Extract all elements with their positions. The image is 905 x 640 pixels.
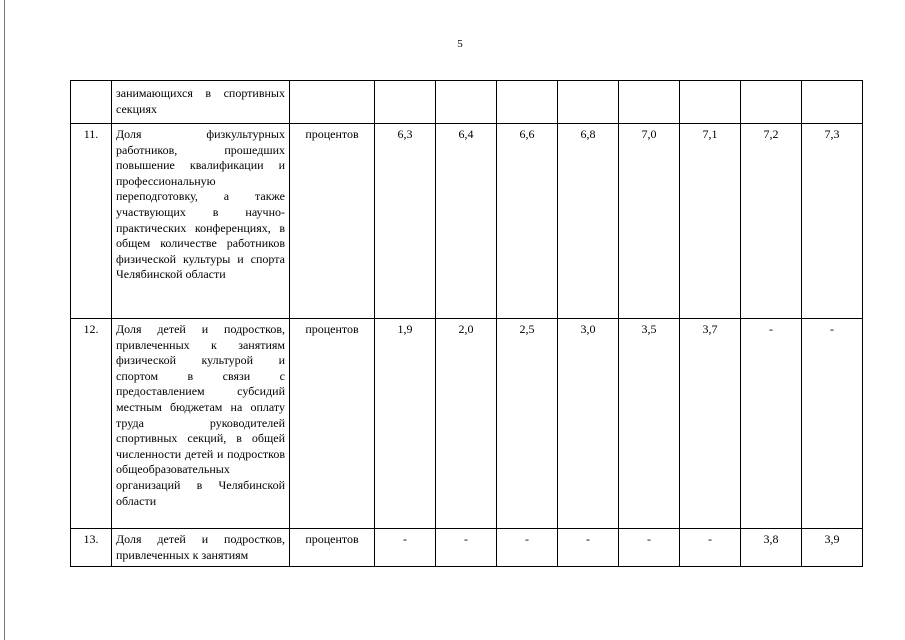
value-cell: 1,9 — [375, 319, 436, 529]
unit-cell: процентов — [290, 319, 375, 529]
value-cell — [802, 81, 863, 124]
table-row-12 — [71, 319, 863, 529]
row-number: 11. — [71, 124, 112, 319]
value-cell: 7,2 — [741, 124, 802, 319]
indicator-description: занимающихся в спортивных секциях — [112, 81, 290, 124]
value-cell: 6,4 — [436, 124, 497, 319]
value-cell: 3,5 — [619, 319, 680, 529]
value-cell: - — [619, 529, 680, 567]
value-cell: - — [802, 319, 863, 529]
value-cell: - — [680, 529, 741, 567]
value-cell — [680, 81, 741, 124]
value-cell: 6,3 — [375, 124, 436, 319]
indicator-description: Доля детей и подростков, привлеченных к занятиям — [112, 529, 290, 567]
value-cell — [619, 81, 680, 124]
row-number: 12. — [71, 319, 112, 529]
value-cell: - — [558, 529, 619, 567]
unit-cell: процентов — [290, 529, 375, 567]
value-cell: - — [741, 319, 802, 529]
value-cell: - — [497, 529, 558, 567]
value-cell: 7,0 — [619, 124, 680, 319]
value-cell: 3,8 — [741, 529, 802, 567]
value-cell — [741, 81, 802, 124]
row-number — [71, 81, 112, 124]
table-row-11 — [71, 124, 863, 319]
page-number: 5 — [457, 38, 463, 50]
value-cell: 3,0 — [558, 319, 619, 529]
value-cell: 6,8 — [558, 124, 619, 319]
indicator-table — [70, 80, 863, 567]
value-cell: 2,0 — [436, 319, 497, 529]
value-cell: - — [375, 529, 436, 567]
value-cell: 3,7 — [680, 319, 741, 529]
table-row-13 — [71, 529, 863, 567]
unit-cell: процентов — [290, 124, 375, 319]
value-cell: 6,6 — [497, 124, 558, 319]
indicator-description: Доля детей и подростков, привлеченных к занятиям физической культурой и спортом в связи с предоставлением субсидий местным бюджетам на оплату труда руководителей спортивных секций, в общей численности детей и подростков общеобразовательных организаций в Челябинской области — [112, 319, 290, 529]
value-cell — [497, 81, 558, 124]
row-number: 13. — [71, 529, 112, 567]
indicator-description: Доля физкультурных работников, прошедших повышение квалификации и профессиональную переподготовку, а также участвующих в научно-практических конференциях, в общем количестве работников физической культуры и спорта Челябинской области — [112, 124, 290, 319]
value-cell: 2,5 — [497, 319, 558, 529]
value-cell: 3,9 — [802, 529, 863, 567]
value-cell: 7,3 — [802, 124, 863, 319]
page-left-border — [4, 0, 5, 640]
value-cell: - — [436, 529, 497, 567]
value-cell — [558, 81, 619, 124]
value-cell — [436, 81, 497, 124]
value-cell: 7,1 — [680, 124, 741, 319]
value-cell — [375, 81, 436, 124]
unit-cell — [290, 81, 375, 124]
table-row-continuation — [71, 81, 863, 124]
